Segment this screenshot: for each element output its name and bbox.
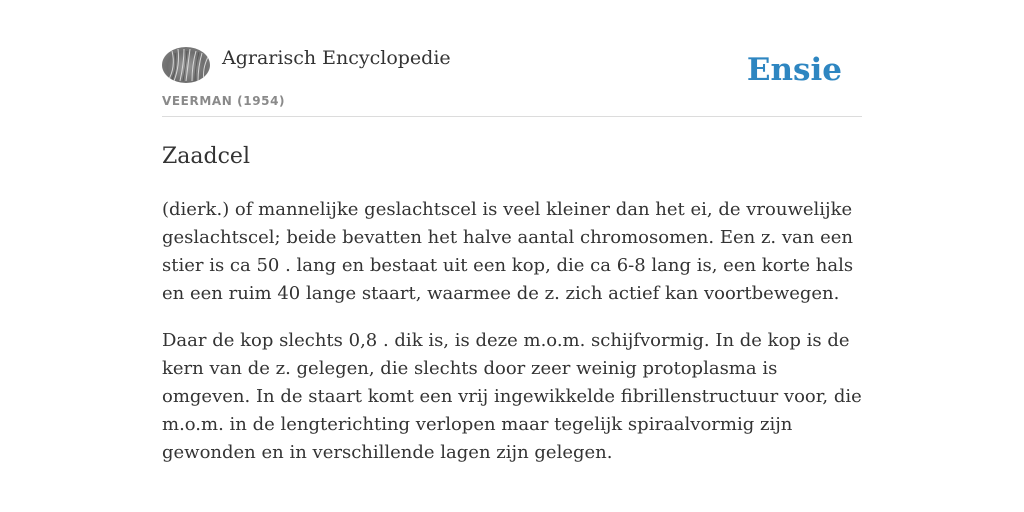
edition-label: VEERMAN (1954) [162,94,286,108]
entry-paragraph: Daar de kop slechts 0,8 . dik is, is deze m.o.m. schijfvormig. In de kop is de kern van de z. gelegen, die slechts door zeer weinig protoplasma is omgeven. In de staart komt een vrij ingewikkelde fibrillenstructuur voor, die m.o.m. in de lengterichting verlopen maar tegelijk spiraalvormig zijn gewonden en in verschillende lagen zijn gelegen. [162,330,862,463]
entry-page [162,44,862,467]
book-header [162,44,862,117]
ensie-logo[interactable]: Ensie [746,52,842,88]
book-title[interactable]: Agrarisch Encyclopedie [222,47,451,69]
entry-paragraph: (dierk.) of mannelijke geslachtscel is veel kleiner dan het ei, de vrouwelijke geslachtscel; beide bevatten het halve aantal chromosomen. Een z. van een stier is ca 50 . lang en bestaat uit een kop, die ca 6-8 lang is, een korte hals en een ruim 40 lange staart, waarmee de z. zich actief kan voortbewegen. [162,199,854,304]
wheat-icon[interactable] [162,47,210,83]
entry-title: Zaadcel [162,144,250,169]
